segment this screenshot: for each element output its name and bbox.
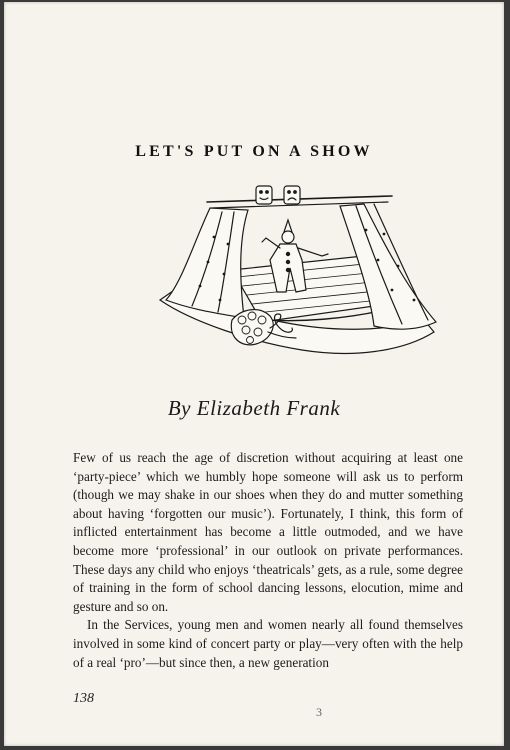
author-byline: By Elizabeth Frank — [167, 396, 341, 420]
theatre-masks-icon — [256, 186, 300, 204]
page-title: LET'S PUT ON A SHOW — [135, 143, 373, 160]
article-body — [73, 449, 463, 672]
page-number: 138 — [73, 691, 94, 706]
stage-illustration — [152, 182, 452, 367]
book-page — [4, 2, 504, 746]
paragraph: Few of us reach the age of discretion without acquiring at least one ‘party-piece’ which we humbly hope someone will ask us to perform (though we may shake in our shoes when they do and mutter something about having ‘forgotten our music’). Fortunately, I think, this form of inflicted entertainment has become a little outmoded, and we have become more ‘professional’ in our outlook on private performances. These days any child who enjoys ‘theatricals’ gets, as a rule, some degree of training in the form of school dancing lessons, elocution, mime and gesture and so on. — [73, 450, 463, 614]
paragraph: In the Services, young men and women nearly all found themselves involved in some kind of concert party or play—very often with the help of a real ‘pro’—but since then, a new generation — [73, 617, 463, 670]
margin-mark: 3 — [316, 705, 322, 719]
